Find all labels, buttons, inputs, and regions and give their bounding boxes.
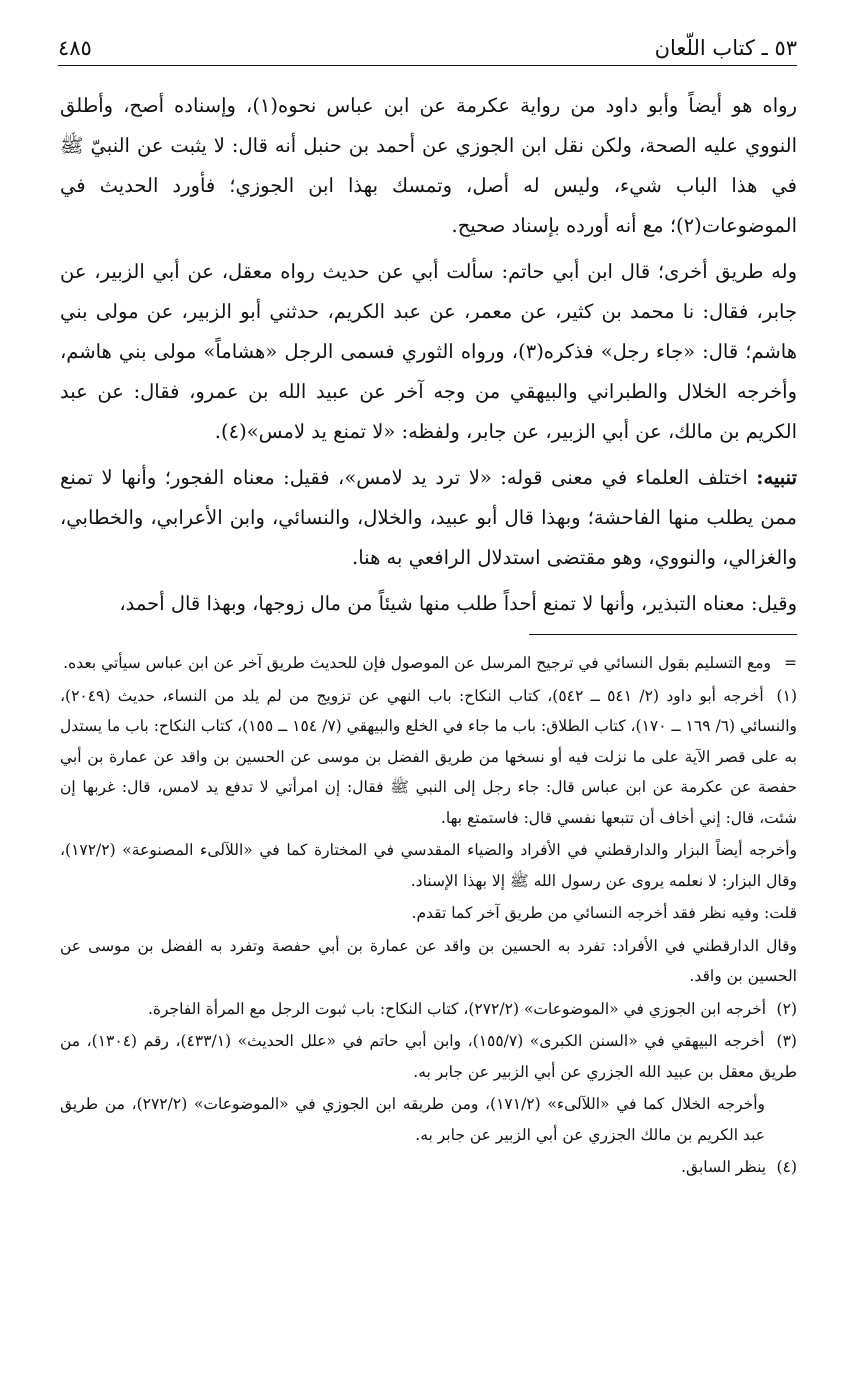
- page-header: [58, 32, 797, 66]
- footnote-4-label: (٤): [776, 1158, 797, 1176]
- footnote-4-text: ينظر السابق.: [681, 1158, 767, 1176]
- paragraph-2: وله طريق أخرى؛ قال ابن أبي حاتم: سألت أبي عن حديث رواه معقل، عن أبي الزبير، عن جابر، فقال: نا محمد بن كثير، عن معمر، عن عبد الكريم، حدثني أبو الزبير، عن مولى بني هاشم؛ قال: «جاء رجل» فذكره(٣)، ورواه الثوري فسمى الرجل «هشاماً» مولى بني هاشم، وأخرجه الخلال والطبراني والبيهقي من وجه آخر عن عبيد الله بن عمرو، فقال: عن عبد الكريم بن مالك، عن أبي الزبير، عن جابر، ولفظه: «لا تمنع يد لامس»(٤).: [60, 260, 797, 443]
- paragraph-3: [60, 458, 797, 578]
- footnote-3-part-2: وأخرجه الخلال كما في «اللآلىء» (١٧١/٢)، ومن طريقه ابن الجوزي في «الموضوعات» (٢٧٢/٢)، من طريق عبد الكريم بن مالك الجزري عن أبي الزبير عن جابر به.: [60, 1095, 766, 1144]
- footnote-3: [60, 1026, 797, 1087]
- footnote-2: [60, 994, 797, 1025]
- continuation-mark: =: [784, 654, 797, 672]
- main-text: [60, 86, 797, 630]
- paragraph-3-text: اختلف العلماء في معنى قوله: «لا ترد يد لامس»، فقيل: معناه الفجور؛ وأنها لا تمنع ممن يطلب منها الفاحشة؛ وبهذا قال أبو عبيد، والخلال، والنسائي، وابن الأعرابي، والخطابي، والغزالي، والنووي، وهو مقتضى استدلال الرافعي به هنا.: [60, 466, 797, 569]
- footnote-2-text: أخرجه ابن الجوزي في «الموضوعات» (٢٧٢/٢)، كتاب النكاح: باب ثبوت الرجل مع المرأة الفاجرة.: [147, 999, 767, 1018]
- header-rule: [58, 65, 797, 66]
- footnote-1: [60, 681, 797, 834]
- footnote-2-label: (٢): [776, 999, 797, 1018]
- footnote-1-part-2: وأخرجه أيضاً البزار والدارقطني في الأفراد والضياء المقدسي في المختارة كما في «اللآلىء المصنوعة» (١٧٢/٢)، وقال البزار: لا نعلمه يروى عن رسول الله ﷺ إلا بهذا الإسناد.: [60, 841, 797, 890]
- footnote-continuation-text: ومع التسليم بقول النسائي في ترجيح المرسل عن الموصول فإن للحديث طريق آخر عن ابن عباس سيأتي بعده.: [63, 654, 771, 672]
- footnotes: [60, 648, 797, 1185]
- page-number: ٤٨٥: [58, 36, 92, 60]
- footnote-continuation: [60, 648, 797, 679]
- running-title: ٥٣ ـ كتاب اللّعان: [654, 36, 797, 60]
- footnote-1-part-4: وقال الدارقطني في الأفراد: تفرد به الحسين بن واقد عن عمارة بن أبي حفصة وتفرد به الفضل بن موسى عن الحسين بن واقد.: [60, 936, 797, 985]
- paragraph-4: وقيل: معناه التبذير، وأنها لا تمنع أحداً طلب منها شيئاً من مال زوجها، وبهذا قال أحمد،: [119, 592, 797, 615]
- tanbih-label: تنبيه:: [756, 466, 797, 489]
- footnote-3-label: (٣): [776, 1032, 797, 1050]
- footnote-4: [60, 1152, 797, 1183]
- footnote-1-label: (١): [776, 686, 797, 705]
- footnote-1-text: أخرجه أبو داود (٢/ ٥٤١ ــ ٥٤٢)، كتاب النكاح: باب النهي عن تزويج من لم يلد من النساء، حديث (٢٠٤٩)، والنسائي (٦/ ١٦٩ ــ ١٧٠)، كتاب الطلاق: باب ما جاء في الخلع والبيهقي (٧/ ١٥٤ ــ ١٥٥)، كتاب النكاح: باب ما يستدل به على قصر الآية على ما نزلت فيه أو نسخها من طريق الفضل بن موسى عن الحسين بن واقد عن عمارة بن أبي حفصة عن عكرمة عن ابن عباس قال: جاء رجل إلى النبي ﷺ فقال: إن امرأتي لا تدفع يد لامس، قال: غربها إن شئت، قال: إني أخاف أن تتبعها نفسي قال: فاستمتع بها.: [60, 686, 797, 827]
- footnote-separator: [529, 634, 797, 635]
- paragraph-1: رواه هو أيضاً وأبو داود من رواية عكرمة عن ابن عباس نحوه(١)، وإسناده أصح، وأطلق النووي عليه الصحة، ولكن نقل ابن الجوزي عن أحمد بن حنبل أنه قال: لا يثبت عن النبيّ ﷺ في هذا الباب شيء، وليس له أصل، وتمسك بهذا ابن الجوزي؛ فأورد الحديث في الموضوعات(٢)؛ مع أنه أورده بإسناد صحيح.: [60, 94, 797, 237]
- footnote-3-text: أخرجه البيهقي في «السنن الكبرى» (١٥٥/٧)، وابن أبي حاتم في «علل الحديث» (٤٣٣/١)، رقم (١٣٠٤)، من طريق معقل بن عبيد الله الجزري عن أبي الزبير عن جابر به.: [60, 1032, 797, 1081]
- footnote-1-part-3: قلت: وفيه نظر فقد أخرجه النسائي من طريق آخر كما تقدم.: [411, 904, 797, 922]
